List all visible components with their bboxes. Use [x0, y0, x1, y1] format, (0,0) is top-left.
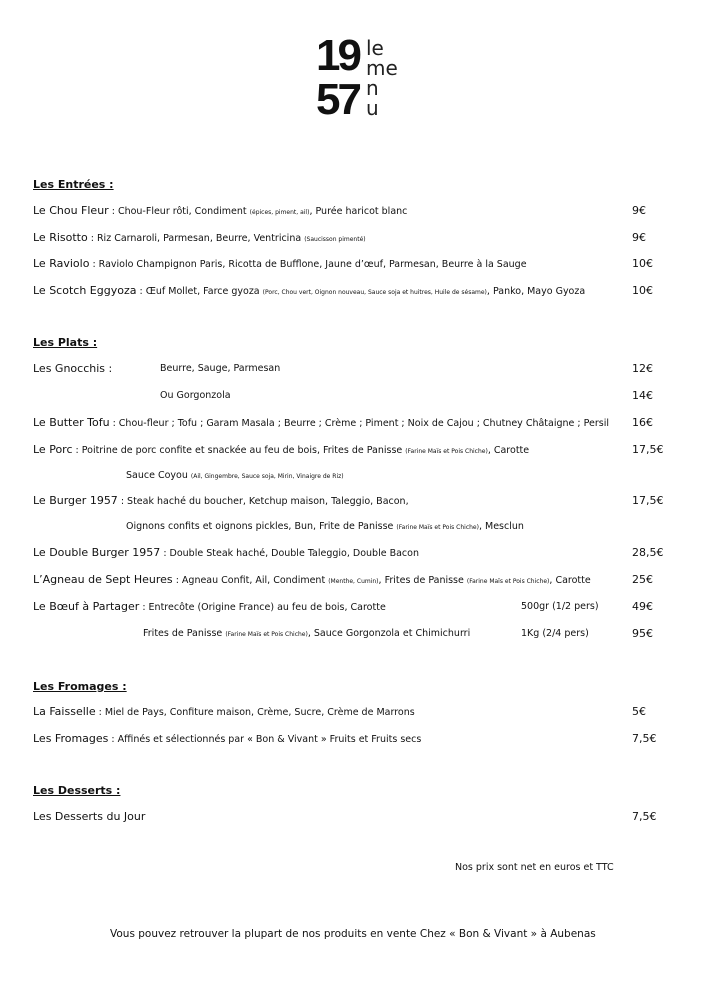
- item-note: (Porc, Chou vert, Oignon nouveau, Sauce soja et huitres, Huile de sésame): [262, 289, 487, 296]
- item-name: Le Butter Tofu: [33, 416, 110, 429]
- item-note: (Farine Maïs et Pois Chiche): [396, 524, 479, 531]
- item-desc: , Sauce Gorgonzola et Chimichurri: [307, 628, 471, 639]
- item-price: 5€: [632, 705, 646, 718]
- item-desc: , Carotte: [487, 445, 530, 456]
- item-size: 500gr (1/2 pers): [521, 601, 599, 612]
- item-name: Le Burger 1957: [33, 494, 118, 507]
- shop-note: Vous pouvez retrouver la plupart de nos produits en vente Chez « Bon & Vivant » à Aubenas: [110, 928, 596, 940]
- item-note: (Farine Maïs et Pois Chiche): [225, 631, 308, 638]
- section-title-fromages: Les Fromages :: [33, 680, 127, 693]
- item-desc: , Panko, Mayo Gyoza: [486, 286, 586, 297]
- item-note: (Farine Maïs et Pois Chiche): [405, 448, 488, 455]
- item-desc: Oignons confits et oignons pickles, Bun, Frite de Panisse: [126, 521, 397, 532]
- logo-digits: [316, 31, 364, 124]
- logo-word: me: [366, 56, 398, 80]
- item-desc: Sauce Coyou: [126, 470, 191, 481]
- prices-note: Nos prix sont net en euros et TTC: [455, 862, 614, 873]
- menu-item: [33, 284, 667, 302]
- item-desc: : Affinés et sélectionnés par « Bon & Vivant » Fruits et Fruits secs: [108, 734, 422, 745]
- item-size: 1Kg (2/4 pers): [521, 628, 589, 639]
- menu-item: [33, 416, 667, 434]
- logo-digit: 9: [337, 31, 359, 80]
- item-price: 17,5€: [632, 494, 664, 507]
- item-price: 17,5€: [632, 443, 664, 456]
- logo-digit: 7: [337, 75, 359, 124]
- item-name: Le Scotch Eggyoza: [33, 284, 137, 297]
- logo: [316, 31, 406, 132]
- item-option: Beurre, Sauge, Parmesan: [160, 363, 281, 374]
- item-desc-line: [126, 521, 524, 532]
- menu-item: [33, 231, 667, 249]
- item-desc: : Raviolo Champignon Paris, Ricotta de Bufflone, Jaune d’œuf, Parmesan, Beurre à la Sauge: [89, 259, 527, 270]
- item-desc: : Chou-fleur ; Tofu ; Garam Masala ; Beurre ; Crème ; Piment ; Noix de Cajou ; Chutney Châtaigne ; Persil: [109, 418, 609, 429]
- item-price: 10€: [632, 257, 653, 270]
- item-price: 12€: [632, 362, 653, 375]
- item-note: (Farine Maïs et Pois Chiche): [466, 578, 550, 585]
- logo-word: le: [366, 36, 384, 60]
- menu-item: [33, 204, 667, 222]
- item-desc: , Carotte: [549, 575, 591, 586]
- menu-item: [33, 573, 667, 591]
- menu-item: [33, 257, 667, 275]
- item-desc-line: [143, 628, 470, 639]
- item-price: 14€: [632, 389, 653, 402]
- item-name: Le Bœuf à Partager: [33, 600, 140, 613]
- section-title-entrees: Les Entrées :: [33, 178, 114, 191]
- menu-item: [33, 732, 667, 750]
- item-desc: : Double Steak haché, Double Taleggio, Double Bacon: [160, 548, 419, 559]
- item-desc: : Poitrine de porc confite et snackée au feu de bois, Frites de Panisse: [72, 445, 406, 456]
- menu-item: [33, 705, 667, 723]
- item-price: 7,5€: [632, 732, 657, 745]
- item-name: La Faisselle: [33, 705, 96, 718]
- item-name: L’Agneau de Sept Heures: [33, 573, 173, 586]
- logo-digit: 1: [316, 31, 338, 80]
- item-price: 28,5€: [632, 546, 664, 559]
- item-price: 9€: [632, 204, 646, 217]
- item-desc: , Mesclun: [478, 521, 524, 532]
- item-price: 25€: [632, 573, 653, 586]
- item-price: 95€: [632, 627, 653, 640]
- item-desc: : Steak haché du boucher, Ketchup maison, Taleggio, Bacon,: [117, 496, 409, 507]
- item-name: Le Double Burger 1957: [33, 546, 161, 559]
- section-title-desserts: Les Desserts :: [33, 784, 121, 797]
- item-desc: : Miel de Pays, Confiture maison, Crème, Sucre, Crème de Marrons: [95, 707, 415, 718]
- item-price: 10€: [632, 284, 653, 297]
- item-price: 9€: [632, 231, 646, 244]
- item-note: (épices, piment, ail): [249, 209, 310, 216]
- item-name: Les Fromages: [33, 732, 109, 745]
- item-note: (Menthe, Cumin): [328, 578, 379, 585]
- logo-words: [366, 38, 398, 118]
- item-option: Ou Gorgonzola: [160, 390, 231, 401]
- item-price: 16€: [632, 416, 653, 429]
- item-desc: : Œuf Mollet, Farce gyoza: [136, 286, 263, 297]
- item-note: (Saucisson pimenté): [304, 236, 366, 243]
- item-price: 7,5€: [632, 810, 657, 823]
- item-desc: , Purée haricot blanc: [309, 206, 408, 217]
- item-name: Le Chou Fleur: [33, 204, 109, 217]
- item-desc: : Agneau Confit, Ail, Condiment: [172, 575, 329, 586]
- item-name: Les Desserts du Jour: [33, 810, 146, 823]
- item-desc: Frites de Panisse: [143, 628, 226, 639]
- item-price: 49€: [632, 600, 653, 613]
- menu-item: [33, 810, 667, 828]
- section-title-plats: Les Plats :: [33, 336, 98, 349]
- item-desc-line: [126, 470, 344, 481]
- item-desc: : Riz Carnaroli, Parmesan, Beurre, Ventricina: [87, 233, 305, 244]
- item-desc: : Entrecôte (Origine France) au feu de bois, Carotte: [139, 602, 386, 613]
- item-name: Les Gnocchis :: [33, 362, 113, 375]
- item-desc: : Chou-Fleur rôti, Condiment: [108, 206, 250, 217]
- item-name: Le Risotto: [33, 231, 88, 244]
- menu-item: [33, 443, 667, 461]
- menu-item: [33, 546, 667, 564]
- menu-item: [33, 494, 667, 512]
- item-name: Le Porc: [33, 443, 73, 456]
- item-desc: , Frites de Panisse: [378, 575, 467, 586]
- logo-word: n: [366, 76, 379, 100]
- logo-digit: 5: [316, 75, 338, 124]
- logo-word: u: [366, 96, 379, 120]
- item-note: (Ail, Gingembre, Sauce soja, Mirin, Vinaigre de Riz): [190, 473, 344, 480]
- item-name: Le Raviolo: [33, 257, 90, 270]
